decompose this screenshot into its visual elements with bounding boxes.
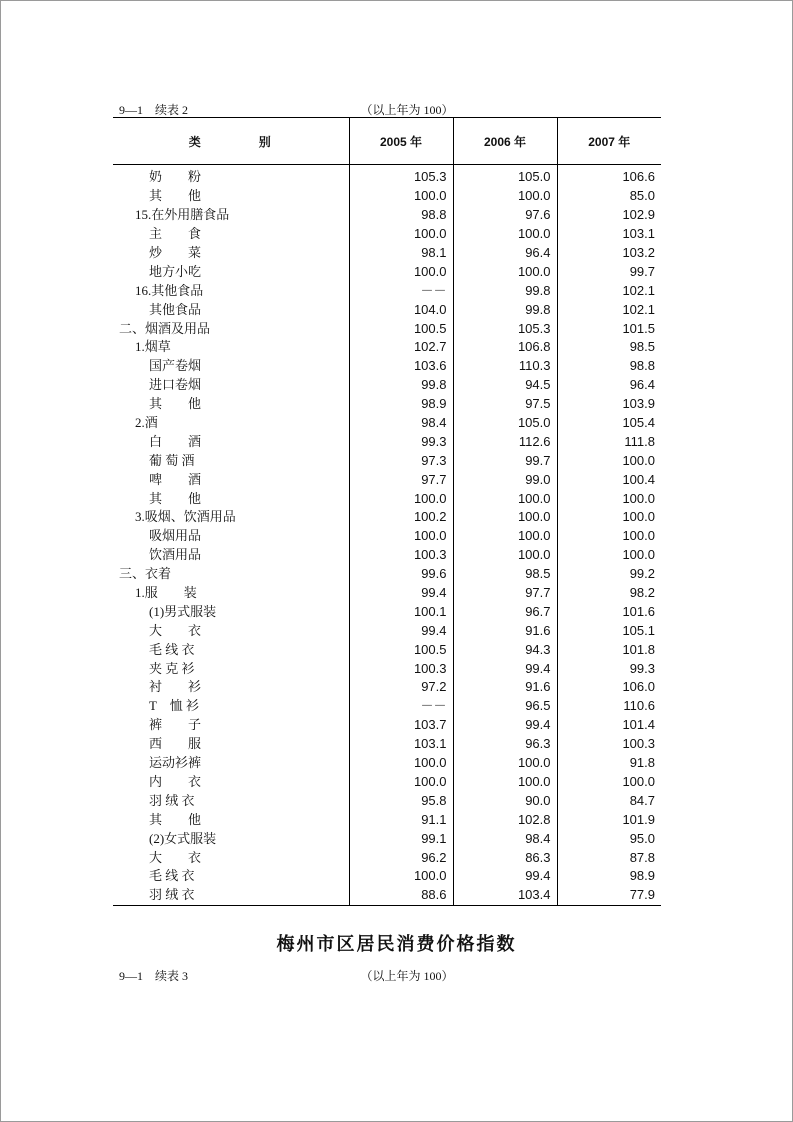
value-2006-cell: 100.0 (453, 527, 557, 546)
value-2005-cell: 100.0 (349, 867, 453, 886)
value-2006-cell: 96.4 (453, 244, 557, 263)
value-2005-cell: 91.1 (349, 810, 453, 829)
value-2005-cell: 103.7 (349, 716, 453, 735)
value-2006-cell: 100.0 (453, 754, 557, 773)
table-row (113, 489, 661, 508)
category-cell: 其 他 (149, 490, 202, 506)
category-cell: 1.服 装 (135, 585, 197, 601)
table-row (113, 244, 661, 263)
value-2005-cell: 100.5 (349, 319, 453, 338)
value-2007-cell: 100.4 (557, 470, 661, 489)
table-row (113, 281, 661, 300)
table-row (113, 584, 661, 603)
value-2006-cell: 97.5 (453, 395, 557, 414)
category-cell: 进口卷烟 (149, 377, 202, 393)
value-2006-cell: 91.6 (453, 678, 557, 697)
value-2007-cell: 84.7 (557, 791, 661, 810)
category-cell: T 恤 衫 (149, 698, 199, 714)
table-row (113, 829, 661, 848)
value-2006-cell: 100.0 (453, 262, 557, 281)
value-2007-cell: 103.1 (557, 225, 661, 244)
value-2007-cell: 98.2 (557, 584, 661, 603)
category-cell: 15.在外用膳食品 (135, 207, 230, 223)
value-2006-cell: 96.3 (453, 735, 557, 754)
category-cell: 炒 菜 (149, 245, 202, 260)
value-2005-cell: 98.8 (349, 206, 453, 225)
value-2006-cell: 105.3 (453, 319, 557, 338)
value-2006-cell: 100.0 (453, 187, 557, 206)
header-category: 类 别 (113, 118, 349, 165)
table-row (113, 319, 661, 338)
value-2005-cell: 97.2 (349, 678, 453, 697)
base-note: （以上年为 100） (360, 103, 454, 117)
value-2007-cell: 87.8 (557, 848, 661, 867)
value-2007-cell: 102.1 (557, 281, 661, 300)
header-2005: 2005 年 (349, 118, 453, 165)
value-2005-cell: 99.8 (349, 376, 453, 395)
value-2005-cell: 97.7 (349, 470, 453, 489)
value-2006-cell: 105.0 (453, 165, 557, 187)
value-2005-cell: 99.3 (349, 432, 453, 451)
table-row (113, 886, 661, 905)
value-2005-cell: 97.3 (349, 451, 453, 470)
value-2007-cell: 100.0 (557, 451, 661, 470)
table-row (113, 300, 661, 319)
value-2006-cell: 99.7 (453, 451, 557, 470)
table-row (113, 754, 661, 773)
value-2005-cell: 100.3 (349, 546, 453, 565)
value-2006-cell: 98.4 (453, 829, 557, 848)
category-cell: 毛 线 衣 (149, 868, 195, 884)
category-cell: 其他食品 (149, 301, 202, 317)
value-2007-cell: 100.0 (557, 527, 661, 546)
value-2007-cell: 101.6 (557, 602, 661, 621)
header-row (113, 118, 661, 165)
value-2007-cell: 91.8 (557, 754, 661, 773)
value-2007-cell: 100.0 (557, 546, 661, 565)
value-2006-cell: 105.0 (453, 414, 557, 433)
value-2007-cell: 105.4 (557, 414, 661, 433)
value-2007-cell: 101.4 (557, 716, 661, 735)
value-2007-cell: 99.3 (557, 659, 661, 678)
value-2005-cell: 103.1 (349, 735, 453, 754)
value-2005-cell: 100.0 (349, 773, 453, 792)
value-2006-cell: 99.4 (453, 716, 557, 735)
table-number-continued: 9—1 续表 3 (119, 969, 189, 983)
category-cell: 夹 克 衫 (149, 660, 195, 676)
category-cell: 其 他 (149, 811, 202, 827)
value-2005-cell: 88.6 (349, 886, 453, 905)
table-body (113, 165, 661, 906)
category-cell: 其 他 (149, 188, 202, 204)
value-2005-cell: 98.1 (349, 244, 453, 263)
table-row (113, 621, 661, 640)
table-row (113, 451, 661, 470)
value-2007-cell: 98.9 (557, 867, 661, 886)
value-2007-cell: 103.9 (557, 395, 661, 414)
value-2007-cell: 101.5 (557, 319, 661, 338)
value-2007-cell: 110.6 (557, 697, 661, 716)
category-cell: 1.烟草 (135, 339, 171, 355)
category-cell: 裤 子 (149, 717, 202, 733)
value-2005-cell: 100.0 (349, 225, 453, 244)
value-2007-cell: 85.0 (557, 187, 661, 206)
table-row (113, 546, 661, 565)
category-cell: 主 食 (149, 226, 202, 242)
value-2006-cell: 90.0 (453, 791, 557, 810)
value-2005-cell: 105.3 (349, 165, 453, 187)
table-row (113, 848, 661, 867)
category-cell: 其 他 (149, 396, 202, 412)
value-2007-cell: 106.6 (557, 165, 661, 187)
header-2006: 2006 年 (453, 118, 557, 165)
category-cell: (2)女式服装 (149, 830, 217, 846)
category-cell: 大 衣 (149, 622, 202, 638)
price-index-table (113, 117, 661, 906)
value-2006-cell: 94.5 (453, 376, 557, 395)
table-number: 9—1 续表 2 (119, 103, 189, 117)
category-cell: 地方小吃 (149, 263, 202, 279)
value-2005-cell: 98.9 (349, 395, 453, 414)
value-2006-cell: 97.7 (453, 584, 557, 603)
table-row (113, 206, 661, 225)
category-cell: 2.酒 (135, 415, 158, 431)
value-2006-cell: 99.4 (453, 659, 557, 678)
value-2005-cell: 103.6 (349, 357, 453, 376)
value-2006-cell: 100.0 (453, 773, 557, 792)
category-cell: 啤 酒 (149, 471, 202, 487)
value-2007-cell: 95.0 (557, 829, 661, 848)
category-cell: 内 衣 (149, 773, 202, 789)
value-2006-cell: 96.7 (453, 602, 557, 621)
table-row (113, 225, 661, 244)
value-2006-cell: 110.3 (453, 357, 557, 376)
table-row (113, 697, 661, 716)
table-row (113, 414, 661, 433)
value-2006-cell: 99.0 (453, 470, 557, 489)
value-2005-cell: －－ (349, 697, 453, 716)
value-2007-cell: 77.9 (557, 886, 661, 905)
category-cell: 运动衫裤 (149, 755, 202, 771)
value-2006-cell: 98.5 (453, 565, 557, 584)
value-2007-cell: 100.0 (557, 489, 661, 508)
value-2005-cell: －－ (349, 281, 453, 300)
category-cell: (1)男式服装 (149, 603, 217, 619)
value-2007-cell: 98.5 (557, 338, 661, 357)
category-cell: 葡 萄 酒 (149, 452, 195, 468)
value-2007-cell: 96.4 (557, 376, 661, 395)
category-cell: 吸烟用品 (149, 528, 202, 544)
table-row (113, 678, 661, 697)
value-2006-cell: 112.6 (453, 432, 557, 451)
value-2007-cell: 101.9 (557, 810, 661, 829)
value-2007-cell: 98.8 (557, 357, 661, 376)
value-2005-cell: 100.0 (349, 262, 453, 281)
value-2005-cell: 100.0 (349, 754, 453, 773)
value-2006-cell: 91.6 (453, 621, 557, 640)
category-cell: 羽 绒 衣 (149, 792, 195, 808)
value-2005-cell: 96.2 (349, 848, 453, 867)
category-cell: 二、烟酒及用品 (119, 320, 211, 336)
table-row (113, 527, 661, 546)
value-2007-cell: 106.0 (557, 678, 661, 697)
table-row (113, 810, 661, 829)
value-2007-cell: 111.8 (557, 432, 661, 451)
table-row (113, 716, 661, 735)
value-2006-cell: 100.0 (453, 225, 557, 244)
value-2005-cell: 102.7 (349, 338, 453, 357)
category-cell: 西 服 (149, 736, 202, 752)
header-2007: 2007 年 (557, 118, 661, 165)
table-row (113, 432, 661, 451)
value-2005-cell: 100.1 (349, 602, 453, 621)
category-cell: 大 衣 (149, 849, 202, 865)
category-cell: 饮酒用品 (149, 547, 202, 563)
value-2006-cell: 106.8 (453, 338, 557, 357)
value-2007-cell: 102.1 (557, 300, 661, 319)
value-2005-cell: 100.3 (349, 659, 453, 678)
category-cell: 国产卷烟 (149, 358, 202, 374)
category-cell: 16.其他食品 (135, 282, 204, 298)
table-row (113, 791, 661, 810)
value-2007-cell: 99.7 (557, 262, 661, 281)
value-2007-cell: 99.2 (557, 565, 661, 584)
category-cell: 奶 粉 (149, 169, 202, 185)
top-meta-row (113, 101, 661, 117)
value-2007-cell: 100.3 (557, 735, 661, 754)
value-2005-cell: 100.0 (349, 187, 453, 206)
category-cell: 毛 线 衣 (149, 641, 195, 657)
value-2005-cell: 100.0 (349, 527, 453, 546)
value-2005-cell: 99.1 (349, 829, 453, 848)
main-title: 梅州市区居民消费价格指数 (276, 934, 517, 955)
value-2006-cell: 102.8 (453, 810, 557, 829)
value-2006-cell: 100.0 (453, 489, 557, 508)
value-2006-cell: 103.4 (453, 886, 557, 905)
value-2006-cell: 100.0 (453, 546, 557, 565)
value-2007-cell: 101.8 (557, 640, 661, 659)
table-row (113, 395, 661, 414)
value-2005-cell: 99.4 (349, 621, 453, 640)
value-2007-cell: 100.0 (557, 773, 661, 792)
base-note-continued: （以上年为 100） (360, 969, 454, 983)
table-row (113, 376, 661, 395)
value-2005-cell: 100.2 (349, 508, 453, 527)
value-2005-cell: 100.5 (349, 640, 453, 659)
table-row (113, 165, 661, 187)
value-2005-cell: 99.4 (349, 584, 453, 603)
table-row (113, 357, 661, 376)
value-2006-cell: 100.0 (453, 508, 557, 527)
value-2006-cell: 96.5 (453, 697, 557, 716)
category-cell: 三、衣着 (119, 566, 172, 582)
table-row (113, 565, 661, 584)
table-row (113, 867, 661, 886)
value-2005-cell: 95.8 (349, 791, 453, 810)
value-2007-cell: 100.0 (557, 508, 661, 527)
category-cell: 羽 绒 衣 (113, 886, 349, 905)
value-2005-cell: 99.6 (349, 565, 453, 584)
table-row (113, 735, 661, 754)
value-2006-cell: 99.8 (453, 281, 557, 300)
value-2007-cell: 103.2 (557, 244, 661, 263)
table-row (113, 640, 661, 659)
table-row (113, 187, 661, 206)
category-cell: 3.吸烟、饮酒用品 (135, 509, 236, 525)
value-2007-cell: 105.1 (557, 621, 661, 640)
table-row (113, 508, 661, 527)
table-row (113, 338, 661, 357)
value-2006-cell: 99.8 (453, 300, 557, 319)
table-row (113, 602, 661, 621)
value-2007-cell: 102.9 (557, 206, 661, 225)
table-row (113, 262, 661, 281)
value-2006-cell: 99.4 (453, 867, 557, 886)
table-row (113, 659, 661, 678)
value-2005-cell: 104.0 (349, 300, 453, 319)
value-2006-cell: 97.6 (453, 206, 557, 225)
value-2006-cell: 94.3 (453, 640, 557, 659)
value-2005-cell: 98.4 (349, 414, 453, 433)
category-cell: 衬 衫 (149, 679, 202, 695)
value-2006-cell: 86.3 (453, 848, 557, 867)
category-cell: 白 酒 (149, 433, 202, 449)
value-2005-cell: 100.0 (349, 489, 453, 508)
bottom-meta-row (113, 967, 661, 983)
table-row (113, 773, 661, 792)
table-row (113, 470, 661, 489)
